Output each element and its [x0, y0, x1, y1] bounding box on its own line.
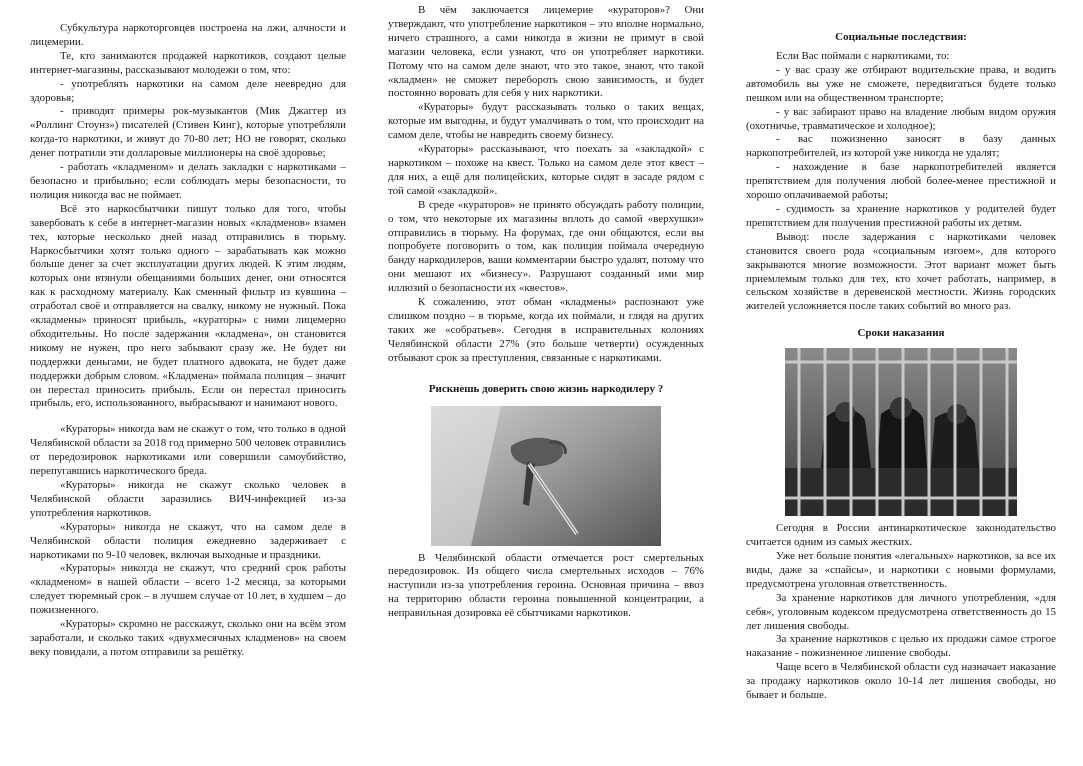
paragraph: Сегодня в России антинаркотическое законодательство считается одним из самых жестких.: [746, 522, 1056, 549]
list-item: - употреблять наркотики на самом деле неевредно для здоровья;: [30, 77, 346, 104]
paragraph: «Кураторы» никогда не скажут, что средний срок работы «кладменом» в нашей области – всего 1-2 месяца, за которыми следует тюремный срок – в лучшем случае от 10 лет, в худшем – до пожизненного.: [30, 562, 346, 617]
syringe-hand-photo: [431, 406, 661, 546]
paragraph: Уже нет больше понятия «легальных» наркотиков, за все их виды, даже за «спайсы», и наркотики с новыми формулами, предусмотрена уголовная ответственность.: [746, 550, 1056, 590]
paragraph: К сожалению, этот обман «кладмены» распознают уже слишком поздно – в тюрьме, когда их поймали, и глядя на других таких же «собратьев». Сегодня в исправительных колониях Челябинской области 27% (это больше четверти) осужденных отбывают срок за преступления, связанные с наркотиками.: [388, 296, 704, 364]
paragraph: Те, кто занимаются продажей наркотиков, создают целые интернет-магазины, рассказывают молодежи о том, что:: [30, 49, 346, 76]
paragraph: В чём заключается лицемерие «кураторов»? Они утверждают, что употребление наркотиков – это вполне нормально, ничего страшного, а сами никогда в жизни не примут в свой магазин человека, если узнают, что он употребляет наркотики. Потому что на самом деле знают, что это такое, знают, что такой «кладмен» не сможет перебороть свою зависимость, и будет постоянно воровать для себя у них наркотики.: [388, 4, 704, 100]
conclusion-paragraph: Вывод: после задержания с наркотиками человек становится своего рода «социальным изгоем», для которого закрываются многие возможности. Этот вариант может быть приемлемым только для тех, кто хочет работать, например, в сельском хозяйстве в деревенской местности. Жизнь городских жителей усложняется после таких событий во много раз.: [746, 230, 1056, 313]
list-item: - работать «кладменом» и делать закладки с наркотиками – безопасно и прибыльно; если соблюдать меры безопасности, то полиция никогда вас не поймает.: [30, 161, 346, 201]
list-item: - у вас сразу же отбирают водительские права, и водить автомобиль вы уже не сможете, передвигаться будете только пешком или на общественном транспорте;: [746, 63, 1056, 104]
paragraph: В среде «кураторов» не принято обсуждать работу полиции, о том, что некоторые их магазины вплоть до самой «верхушки» отправились в тюрьму. На форумах, где они общаются, если вы попробуете поговорить о том, как полиция поймала очередную банду наркодилеров, ваши комментарии быстро удалят, потому что они мешают их «бизнесу». Разрушают созданный ими мир иллюзий о безопасности их «квестов».: [388, 198, 704, 295]
list-item: - судимость за хранение наркотиков у родителей будет препятствием для получения престижной работы их детям.: [746, 202, 1056, 229]
list-item: - приводят примеры рок-музыкантов (Мик Джаггер из «Роллинг Стоунз») писателей (Стивен Кинг), которые употребляли когда-то наркотики, и живут до 70-80 лет; НО не говорят, сколько денег потратили эти долларовые миллионеры на своё здоровье;: [30, 105, 346, 160]
right-column: [746, 0, 1056, 766]
list-item: - вас пожизненно заносят в базу данных наркопотребителей, из которой уже никогда не удалят;: [746, 133, 1056, 160]
list-item: - нахождение в базе наркопотребителей является препятствием для получения любой более-менее престижной и хорошо оплачиваемой работы;: [746, 161, 1056, 202]
spacer: [746, 314, 1056, 326]
list-item: - у вас забирают право на владение любым видом оружия (охотничье, травматическое и холодное);: [746, 105, 1056, 132]
prison-cell-photo: [785, 348, 1017, 516]
spacer: [30, 411, 346, 423]
paragraph: В Челябинской области отмечается рост смертельных передозировок. Из общего числа смертельных исходов – 76% наступили из-за употребления героина. Основная причина – ввоз на территорию области героина повышенной концентрации, а неправильная дозировка её сбытчиками наркотиков.: [388, 551, 704, 620]
left-column: [30, 0, 346, 766]
section-heading: Рискнешь доверить свою жизнь наркодилеру ?: [428, 382, 664, 395]
paragraph: «Кураторы» никогда не скажут сколько человек в Челябинской области заразились ВИЧ-инфекцией из-за употребления наркотиков.: [30, 479, 346, 519]
paragraph: «Кураторы» будут рассказывать только о таких вещах, которые им выгодны, и будут умалчивать о том, что происходит на самом деле, чтобы не навредить своему бизнесу.: [388, 101, 704, 142]
paragraph: За хранение наркотиков для личного употребления, «для себя», уголовным кодексом предусмотрена ответственность до 15 лет лишения свободы.: [746, 591, 1056, 632]
paragraph: «Кураторы» рассказывают, что поехать за «закладкой» с наркотиком – похоже на квест. Только на самом деле этот квест – для них, а ещё для полицейских, которые сидят в засаде рядом с той самой «закладкой».: [388, 143, 704, 197]
paragraph: Чаще всего в Челябинской области суд назначает наказание за продажу наркотиков около 10-14 лет лишения свободы, но бывает и больше.: [746, 661, 1056, 702]
paragraph: Если Вас поймали с наркотиками, то:: [776, 50, 950, 62]
paragraph: Всё это наркосбытчики пишут только для того, чтобы завербовать к себе в интернет-магазин новых «кладменов» взамен тех, которые несколько дней назад отправились в тюрьму. Наркосбытчики хотят только одного – зарабатывать как можно больше денег за счет эксплуатации других людей. К этим людям, которых они втянули обещаниями больших денег, они относятся как к расходному материалу. Как сменный фильтр из кувшина – отработал своё и отправляется на свалку, никому не нужный. Пока «кладмены» приносят прибыль, «кураторы» с ними лицемерно обходительны. Но после задержания «кладмена», он становится никому не нужен, про него забывают сразу же. Не будет ни поддержки деньгами, не будет платного адвоката, не будет даже поддержки добрым словом. «Кладмена» поймала полиция – значит он перестал приносить прибыль. Если он перестал приносить прибыль, его, использованного, выбрасывают и нанимают нового.: [30, 202, 346, 410]
section-heading: Социальные последствия:: [835, 31, 967, 43]
paragraph: За хранение наркотиков с целью их продажи самое строгое наказание - пожизненное лишение свободы.: [746, 633, 1056, 660]
middle-column: [388, 0, 704, 766]
paragraph: «Кураторы» никогда вам не скажут о том, что только в одной Челябинской области за 2018 год примерно 500 человек отравились от передозировок наркотиками или совершили самоубийство, перепугавшись наркотического бреда.: [30, 423, 346, 478]
paragraph: «Кураторы» никогда не скажут, что на самом деле в Челябинской области полиция ежедневно задерживает с наркотиками по 9-10 человек, включая выходные и праздники.: [30, 520, 346, 561]
section-heading: Сроки наказания: [857, 327, 945, 340]
intro-paragraph: Субкультура наркоторговцев построена на лжи, алчности и лицемерии.: [30, 22, 346, 48]
paragraph: «Кураторы» скромно не расскажут, сколько они на всём этом заработали, и сколько таких «двухмесячных кладменов» на своем веку повидали, а потом отправили за решётку.: [30, 618, 346, 658]
spacer: [388, 366, 704, 382]
